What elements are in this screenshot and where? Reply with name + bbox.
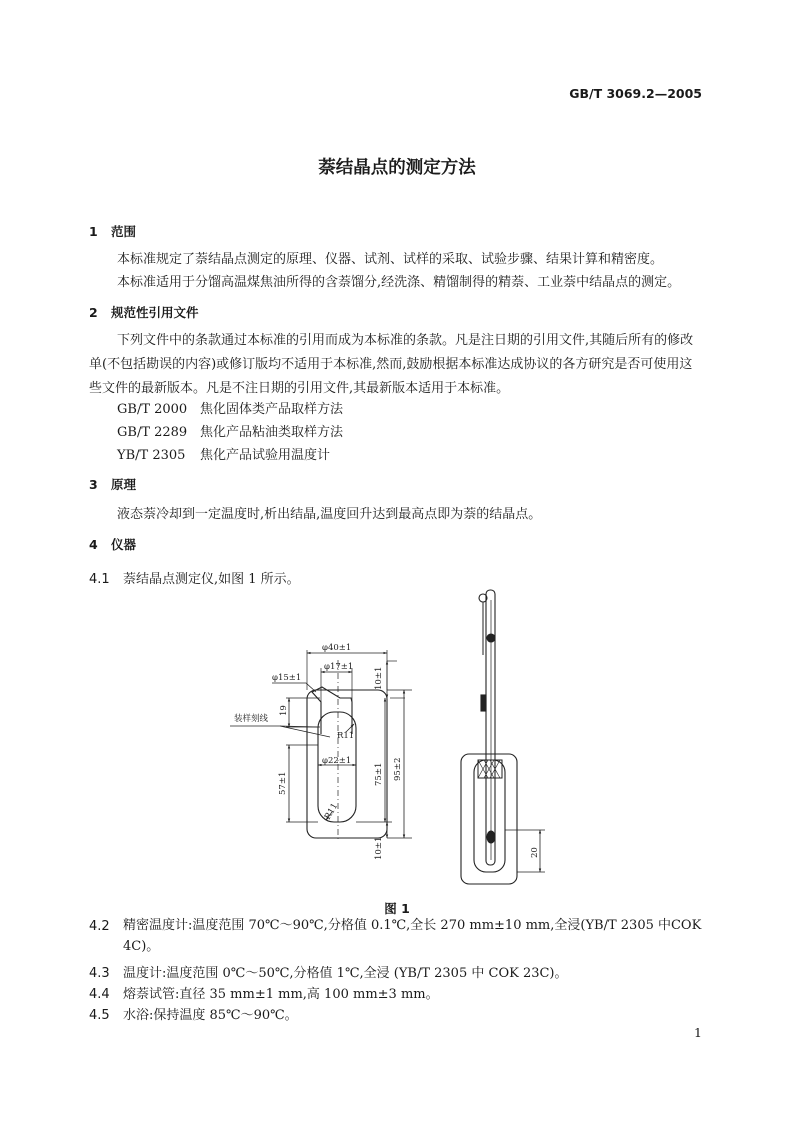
page-number: 1: [694, 1025, 702, 1040]
dim-label-10-top: 10±1: [374, 666, 384, 690]
clause-4-3: [89, 962, 568, 981]
reference-code: YB/T 2305: [117, 448, 186, 463]
reference-item: [117, 398, 343, 417]
reference-title: 焦化固体类产品取样方法: [200, 402, 344, 417]
section-1-paragraph-1: 本标准规定了萘结晶点测定的原理、仪器、试剂、试样的采取、试验步骤、结果计算和精密度。: [117, 252, 664, 267]
thermometer-bulb: [487, 831, 495, 843]
dim-label-95: 95±2: [393, 757, 403, 781]
clause-number: 4.4: [89, 987, 110, 1002]
reference-item: [117, 421, 343, 440]
section-number: 4: [89, 537, 98, 552]
clause-4-2-text: 精密温度计:温度范围 70℃～90℃,分格值 0.1℃,全长 270 mm±10 mm,全浸(YB/T 2305 中COK 4C)。: [123, 918, 702, 954]
section-number: 2: [89, 305, 98, 320]
dim-label-15: φ15±1: [272, 673, 302, 683]
dim-label-20: 20: [530, 847, 540, 858]
dim-label-17: φ17±1: [324, 662, 354, 672]
section-number: 1: [89, 224, 98, 239]
standard-number: GB/T 3069.2—2005: [569, 86, 702, 101]
clause-number: 4.1: [89, 572, 110, 587]
section-title: 范围: [111, 224, 137, 239]
radius-label-top: R11: [337, 731, 355, 741]
figure-1-diagram: [0, 585, 794, 895]
reference-title: 焦化产品粘油类取样方法: [200, 425, 344, 440]
reference-item: [117, 444, 330, 463]
section-1-heading: [89, 222, 136, 240]
dim-label-19: 19: [279, 705, 289, 716]
section-title: 原理: [111, 477, 137, 492]
clause-text: 温度计:温度范围 0℃～50℃,分格值 1℃,全浸 (YB/T 2305 中 COK 23C)。: [123, 966, 568, 981]
reference-code: GB/T 2000: [117, 402, 188, 417]
reference-title: 焦化产品试验用温度计: [200, 448, 331, 463]
section-2-paragraph: 下列文件中的条款通过本标准的引用而成为本标准的条款。凡是注日期的引用文件,其随后所有的修改单(不包括勘误的内容)或修订版均不适用于本标准,然而,鼓励根据本标准达成协议的各方研究是否可使用这些文件的最新版本。凡是不注日期的引用文件,其最新版本适用于本标准。: [89, 333, 694, 396]
dim-label-75: 75±1: [374, 762, 384, 786]
clause-number: 4.3: [89, 966, 110, 981]
leader-15: [272, 683, 316, 692]
section-1-paragraph-2: 本标准适用于分馏高温煤焦油所得的含萘馏分,经洗涤、精馏制得的精萘、工业萘中结晶点的测定。: [117, 275, 681, 290]
section-number: 3: [89, 477, 98, 492]
figure-caption: 图 1: [384, 901, 410, 916]
clause-number: 4.5: [89, 1008, 110, 1023]
section-4-heading: [89, 535, 136, 553]
section-title: 规范性引用文件: [111, 305, 199, 320]
section-3-paragraph: 液态萘冷却到一定温度时,析出结晶,温度回升达到最高点即为萘的结晶点。: [117, 507, 542, 522]
clause-text: 熔萘试管:直径 35 mm±1 mm,高 100 mm±3 mm。: [123, 987, 439, 1002]
clause-4-5: [89, 1004, 298, 1023]
dim-label-57: 57±1: [278, 771, 288, 795]
thermometer-bulb-marker: [487, 634, 495, 642]
section-title: 仪器: [111, 537, 137, 552]
leader-fill-line: [230, 726, 330, 737]
dim-label-10-bottom: 10±1: [374, 836, 384, 860]
page-title: 萘结晶点的测定方法: [318, 158, 476, 178]
clause-text: 萘结晶点测定仪,如图 1 所示。: [123, 572, 300, 587]
thermometer-body: [486, 590, 495, 865]
clause-text: 水浴:保持温度 85℃～90℃。: [123, 1008, 298, 1023]
clause-4-4: [89, 983, 439, 1002]
reference-code: GB/T 2289: [117, 425, 188, 440]
clause-4-2: [89, 919, 123, 934]
clause-number: 4.2: [89, 919, 110, 934]
dim-label-22: φ22±1: [322, 756, 352, 766]
thermometer-marker: [481, 695, 486, 711]
section-3-heading: [89, 475, 136, 493]
fill-line-label: 装样刻线: [234, 714, 269, 724]
section-2-heading: [89, 303, 199, 321]
dim-label-40: φ40±1: [322, 643, 352, 653]
radius-label-bottom: R11: [322, 801, 341, 822]
